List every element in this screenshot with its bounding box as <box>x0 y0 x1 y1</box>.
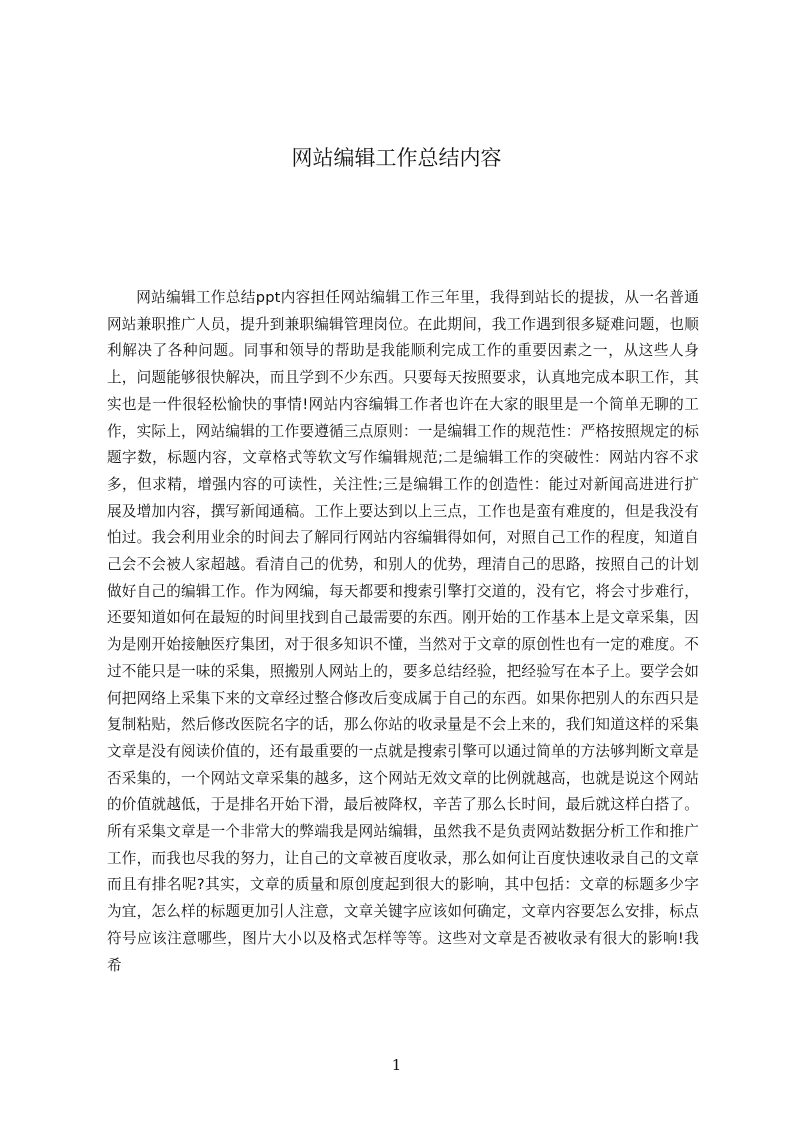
body-paragraph: 网站编辑工作总结ppt内容担任网站编辑工作三年里，我得到站长的提拔，从一名普通网站兼职推广人员，提升到兼职编辑管理岗位。在此期间，我工作遇到很多疑难问题，也顺利解决了各种问题。同事和领导的帮助是我能顺利完成工作的重要因素之一，从这些人身上，问题能够很快解决，而且学到不少东西。只要每天按照要求，认真地完成本职工作，其实也是一件很轻松愉快的事情!网站内容编辑工作者也许在大家的眼里是一个简单无聊的工作，实际上，网站编辑的工作要遵循三点原则：一是编辑工作的规范性：严格按照规定的标题字数，标题内容，文章格式等软文写作编辑规范;二是编辑工作的突破性：网站内容不求多，但求精，增强内容的可读性，关注性;三是编辑工作的创造性：能过对新闻高进进行扩展及增加内容，撰写新闻通稿。工作上要达到以上三点，工作也是蛮有难度的，但是我没有怕过。我会利用业余的时间去了解同行网站内容编辑得如何，对照自己工作的程度，知道自己会不会被人家超越。看清自己的优势，和别人的优势，理清自己的思路，按照自己的计划做好自己的编辑工作。作为网编，每天都要和搜索引擎打交道的，没有它，将会寸步难行，还要知道如何在最短的时间里找到自己最需要的东西。刚开始的工作基本上是文章采集，因为是刚开始接触医疗集团，对于很多知识不懂，当然对于文章的原创性也有一定的难度。不过不能只是一味的采集，照搬别人网站上的，要多总结经验，把经验写在本子上。要学会如何把网络上采集下来的文章经过整合修改后变成属于自己的东西。如果你把别人的东西只是复制粘贴，然后修改医院名字的话，那么你站的收录量是不会上来的，我们知道这样的采集文章是没有阅读价值的，还有最重要的一点就是搜索引擎可以通过简单的方法够判断文章是否采集的，一个网站文章采集的越多，这个网站无效文章的比例就越高，也就是说这个网站的价值就越低，于是排名开始下滑，最后被降权，辛苦了那么长时间，最后就这样白搭了。所有采集文章是一个非常大的弊端我是网站编辑，虽然我不是负责网站数据分析工作和推广工作，而我也尽我的努力，让自己的文章被百度收录，那么如何让百度快速收录自己的文章而且有排名呢?其实，文章的质量和原创度起到很大的影响，其中包括：文章的标题多少字为宜，怎么样的标题更加引人注意，文章关键字应该如何确定，文章内容要怎么安排，标点符号应该注意哪些，图片大小以及格式怎样等等。这些对文章是否被收录有很大的影响!我希 <box>107 289 699 974</box>
page-title: 网站编辑工作总结内容 <box>291 146 502 170</box>
page-number: 1 <box>391 1056 402 1074</box>
